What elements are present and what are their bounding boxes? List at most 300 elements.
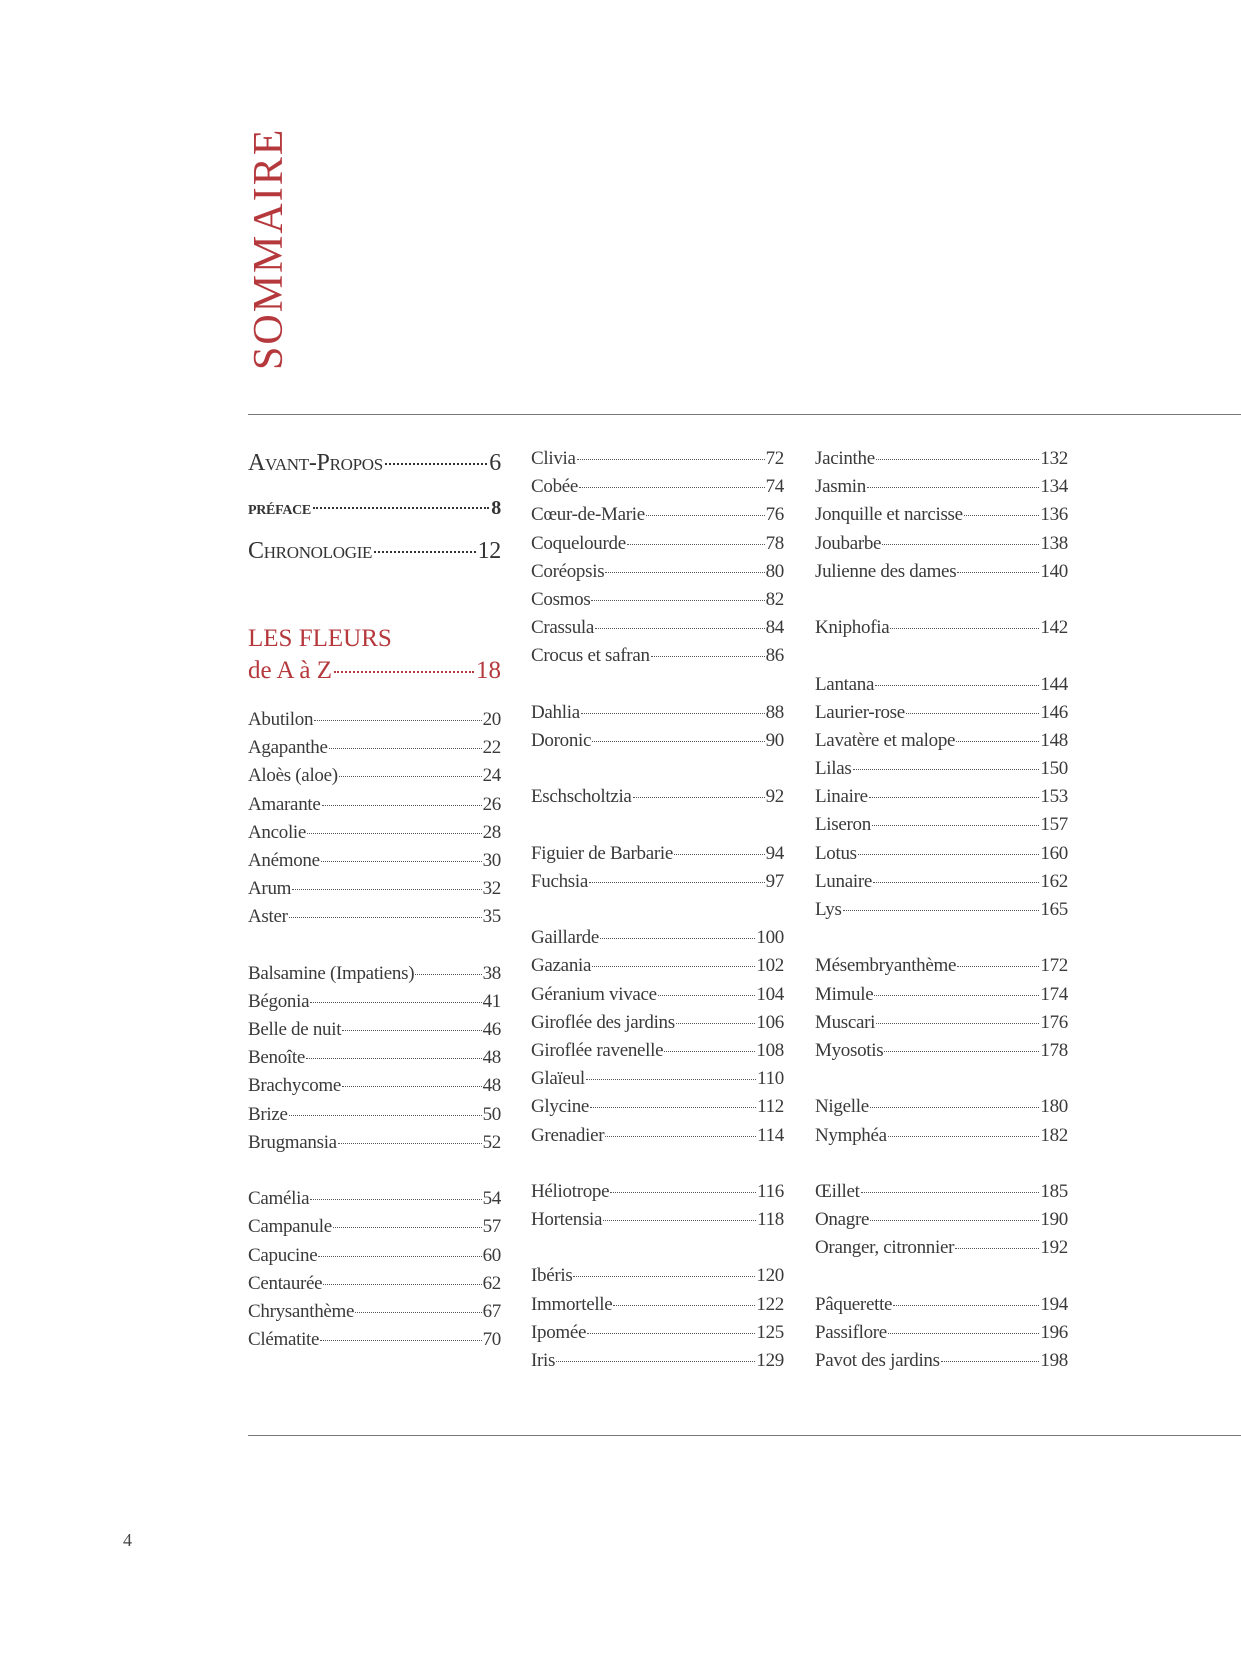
toc-page: 41 (482, 990, 501, 1012)
dot-leader (874, 995, 1039, 996)
toc-label: Onagre (815, 1209, 870, 1231)
toc-label: Eschscholtzia (531, 786, 632, 808)
dot-leader (556, 1361, 755, 1362)
dot-leader (592, 741, 764, 742)
dot-leader (355, 1312, 481, 1313)
toc-entry[interactable] (248, 1075, 501, 1103)
toc-entry[interactable] (815, 1350, 1068, 1378)
toc-label: Lys (815, 899, 842, 920)
toc-page: 132 (1040, 448, 1068, 469)
toc-label: Lilas (815, 758, 852, 780)
dot-leader (956, 741, 1039, 742)
dot-leader (320, 1340, 481, 1341)
toc-label: Lavatère et malope (815, 729, 956, 751)
dot-leader (658, 995, 756, 996)
toc-page: 176 (1040, 1011, 1068, 1033)
toc-page: 60 (482, 1244, 501, 1266)
toc-label: Mimule (815, 983, 874, 1005)
toc-page: 6 (489, 450, 501, 476)
toc-entry[interactable] (248, 1273, 501, 1301)
toc-label: Liseron (815, 814, 871, 836)
toc-front-chronologie[interactable] (248, 538, 501, 565)
toc-entry[interactable] (248, 1188, 501, 1216)
dot-leader (627, 544, 765, 545)
toc-entry[interactable] (531, 1265, 784, 1293)
toc-label: Glaïeul (531, 1068, 585, 1090)
toc-page: 48 (482, 1047, 501, 1069)
toc-page: 102 (756, 955, 784, 977)
toc-entry[interactable] (248, 906, 501, 934)
toc-page: 82 (765, 588, 784, 610)
toc-entry[interactable] (815, 843, 1068, 871)
dot-leader (342, 1030, 481, 1031)
toc-entry[interactable] (248, 850, 501, 878)
section-subtitle: de A à Z (248, 657, 333, 684)
group-gap (815, 1068, 1068, 1096)
toc-entry[interactable] (531, 617, 784, 645)
toc-page: 122 (756, 1293, 784, 1315)
dot-leader (674, 854, 765, 855)
dot-leader (289, 917, 482, 918)
group-gap (531, 674, 784, 702)
toc-page: 24 (482, 765, 501, 787)
toc-page: 70 (482, 1329, 501, 1351)
toc-entry[interactable] (248, 878, 501, 906)
toc-label: Iris (531, 1350, 556, 1371)
toc-page: 153 (1040, 786, 1068, 808)
toc-label: Coquelourde (531, 532, 626, 554)
toc-page: 90 (765, 729, 784, 751)
toc-label: Cobée (531, 476, 579, 498)
toc-page: 38 (482, 962, 501, 984)
toc-label: Pâquerette (815, 1293, 893, 1315)
toc-page: 142 (1040, 617, 1068, 639)
toc-label: Anémone (248, 849, 320, 871)
toc-page: 86 (765, 645, 784, 667)
toc-label: Brachycome (248, 1075, 342, 1097)
toc-label: Belle de nuit (248, 1019, 342, 1041)
toc-page: 100 (756, 927, 784, 949)
group-gap (531, 1153, 784, 1181)
toc-label: préface (248, 497, 311, 519)
toc-entry[interactable] (248, 1132, 501, 1160)
dot-leader (587, 1333, 755, 1334)
toc-page: 134 (1040, 476, 1068, 498)
toc-entry[interactable] (531, 1012, 784, 1040)
dot-leader (888, 1333, 1039, 1334)
dot-leader (333, 1227, 482, 1228)
toc-entry[interactable] (815, 702, 1068, 730)
toc-entry[interactable] (815, 504, 1068, 532)
toc-label: Balsamine (Impatiens) (248, 962, 415, 984)
toc-label: Gazania (531, 955, 592, 977)
dot-leader (610, 1192, 756, 1193)
toc-page: 116 (757, 1180, 784, 1202)
dot-leader (867, 487, 1039, 488)
group-gap (815, 1265, 1068, 1293)
toc-label: Clivia (531, 448, 576, 469)
toc-entry[interactable] (815, 758, 1068, 786)
toc-entry[interactable] (815, 955, 1068, 983)
group-gap (815, 927, 1068, 955)
toc-page: 162 (1040, 870, 1068, 892)
toc-page: 50 (482, 1103, 501, 1125)
toc-page: 180 (1040, 1096, 1068, 1118)
toc-page: 84 (765, 617, 784, 639)
toc-entry[interactable] (531, 448, 784, 476)
dot-leader (589, 882, 765, 883)
toc-entry[interactable] (815, 1012, 1068, 1040)
toc-label: Hortensia (531, 1209, 603, 1231)
toc-entry[interactable] (248, 765, 501, 793)
toc-page: 114 (757, 1124, 784, 1146)
toc-entry[interactable] (815, 533, 1068, 561)
toc-label: Ibéris (531, 1265, 573, 1287)
toc-page: 12 (477, 538, 501, 564)
dot-leader (875, 685, 1039, 686)
toc-entry[interactable] (815, 984, 1068, 1012)
toc-label: Fuchsia (531, 870, 589, 892)
toc-label: Héliotrope (531, 1180, 610, 1202)
dot-leader (415, 974, 481, 975)
group-gap (248, 1160, 501, 1188)
toc-entry[interactable] (815, 871, 1068, 899)
toc-entry[interactable] (815, 1040, 1068, 1068)
group-gap (248, 935, 501, 963)
toc-entry[interactable] (531, 730, 784, 758)
toc-entry[interactable] (248, 1047, 501, 1075)
toc-page: 106 (756, 1011, 784, 1033)
dot-leader (651, 656, 765, 657)
toc-entry[interactable] (531, 702, 784, 730)
toc-entry[interactable] (531, 561, 784, 589)
toc-entry[interactable] (531, 1096, 784, 1124)
toc-label: Jacinthe (815, 448, 875, 469)
dot-leader (313, 507, 489, 509)
toc-page: 174 (1040, 983, 1068, 1005)
toc-entry[interactable] (531, 1040, 784, 1068)
toc-entries (248, 709, 501, 1357)
toc-page: 92 (765, 786, 784, 808)
group-gap (815, 589, 1068, 617)
page-number: 4 (123, 1530, 132, 1550)
dot-leader (322, 805, 482, 806)
toc-entry[interactable] (531, 504, 784, 532)
toc-page: 146 (1040, 701, 1068, 723)
dot-leader (876, 459, 1040, 460)
dot-leader (870, 1107, 1040, 1108)
page-title: SOMMAIRE (246, 127, 292, 370)
dot-leader (890, 628, 1039, 629)
toc-label: Myosotis (815, 1039, 884, 1061)
toc-page: 125 (756, 1321, 784, 1343)
toc-label: Gaillarde (531, 927, 599, 949)
group-gap (531, 758, 784, 786)
toc-section-fleurs[interactable] (248, 623, 501, 687)
toc-entry[interactable] (815, 561, 1068, 589)
toc-entry[interactable] (531, 786, 784, 814)
toc-entry[interactable] (815, 617, 1068, 645)
dot-leader (573, 1276, 755, 1277)
dot-leader (941, 1361, 1040, 1362)
dot-leader (605, 1136, 756, 1137)
toc-label: Muscari (815, 1011, 876, 1033)
toc-entry[interactable] (248, 737, 501, 765)
toc-page: 104 (756, 983, 784, 1005)
toc-entry[interactable] (531, 871, 784, 899)
dot-leader (592, 966, 755, 967)
toc-label: Figuier de Barbarie (531, 842, 674, 864)
dot-leader (861, 1192, 1040, 1193)
toc-entry[interactable] (248, 794, 501, 822)
dot-leader (884, 1051, 1039, 1052)
toc-label: Kniphofia (815, 617, 890, 639)
dot-leader (310, 1199, 481, 1200)
dot-leader (581, 713, 765, 714)
toc-entry[interactable] (815, 1294, 1068, 1322)
toc-label: Linaire (815, 786, 868, 808)
toc-page: 20 (482, 709, 501, 730)
toc-page: 54 (482, 1188, 501, 1210)
dot-leader (964, 515, 1040, 516)
toc-page: 196 (1040, 1321, 1068, 1343)
toc-entry[interactable] (531, 1125, 784, 1153)
toc-front-avant-propos[interactable] (248, 450, 501, 477)
toc-entry[interactable] (248, 1301, 501, 1329)
toc-label: Nigelle (815, 1096, 869, 1118)
dot-leader (342, 1086, 482, 1087)
toc-label: Giroflée ravenelle (531, 1039, 664, 1061)
toc-page: 76 (765, 504, 784, 526)
dot-leader (374, 551, 475, 553)
toc-label: Laurier-rose (815, 701, 905, 723)
toc-entry[interactable] (815, 730, 1068, 758)
toc-label: Amarante (248, 793, 321, 815)
toc-entry[interactable] (815, 814, 1068, 842)
toc-label: Clématite (248, 1329, 320, 1351)
toc-label: Doronic (531, 729, 592, 751)
toc-page: 78 (765, 532, 784, 554)
toc-page: 140 (1040, 560, 1068, 582)
toc-entry[interactable] (815, 899, 1068, 927)
dot-leader (676, 1023, 756, 1024)
toc-entry[interactable] (815, 1125, 1068, 1153)
dot-leader (306, 1058, 482, 1059)
dot-leader (590, 1107, 756, 1108)
toc-page: 8 (491, 497, 501, 519)
toc-label: Cœur-de-Marie (531, 504, 645, 526)
toc-page: 94 (765, 842, 784, 864)
toc-page: 118 (757, 1209, 784, 1231)
toc-label: Camélia (248, 1188, 310, 1210)
toc-entry[interactable] (531, 927, 784, 955)
dot-leader (339, 776, 482, 777)
toc-label: Oranger, citronnier (815, 1237, 955, 1259)
dot-leader (600, 938, 755, 939)
toc-label: Aster (248, 906, 288, 928)
toc-page: 136 (1040, 504, 1068, 526)
toc-label: Lotus (815, 842, 857, 864)
toc-column-1 (248, 448, 501, 1357)
dot-leader (664, 1051, 755, 1052)
toc-label: Bégonia (248, 990, 310, 1012)
toc-entry[interactable] (248, 1245, 501, 1273)
dot-leader (334, 671, 474, 673)
toc-page: 157 (1040, 814, 1068, 836)
toc-entry[interactable] (531, 1294, 784, 1322)
toc-column-3 (815, 448, 1068, 1378)
toc-label: Pavot des jardins (815, 1350, 940, 1371)
toc-page: 30 (482, 849, 501, 871)
toc-page: 108 (756, 1039, 784, 1061)
toc-label: Joubarbe (815, 532, 882, 554)
toc-page: 182 (1040, 1124, 1068, 1146)
toc-entry[interactable] (248, 822, 501, 850)
toc-label: Abutilon (248, 709, 314, 730)
toc-label: Agapanthe (248, 737, 328, 759)
toc-page: 22 (482, 737, 501, 759)
toc-label: Ancolie (248, 821, 307, 843)
toc-page: 88 (765, 701, 784, 723)
dot-leader (310, 1002, 481, 1003)
toc-page: 72 (765, 448, 784, 469)
toc-page: 110 (757, 1068, 784, 1090)
toc-label: Brugmansia (248, 1131, 337, 1153)
toc-label: Benoîte (248, 1047, 305, 1069)
toc-label: Aloès (aloe) (248, 765, 338, 787)
toc-entry[interactable] (531, 1350, 784, 1378)
toc-entry[interactable] (531, 533, 784, 561)
toc-page: 150 (1040, 758, 1068, 780)
toc-label: Giroflée des jardins (531, 1011, 675, 1033)
toc-entry[interactable] (815, 674, 1068, 702)
toc-label: Avant-Propos (248, 450, 383, 476)
dot-leader (957, 572, 1039, 573)
toc-page: 178 (1040, 1039, 1068, 1061)
dot-leader (872, 825, 1039, 826)
dot-leader (893, 1305, 1039, 1306)
toc-page: 190 (1040, 1209, 1068, 1231)
toc-page: 46 (482, 1019, 501, 1041)
toc-page: 120 (756, 1265, 784, 1287)
toc-page: 165 (1040, 899, 1068, 920)
toc-label: Glycine (531, 1096, 590, 1118)
dot-leader (858, 854, 1040, 855)
toc-page: 52 (482, 1131, 501, 1153)
top-divider (248, 414, 1241, 415)
toc-entry[interactable] (531, 1322, 784, 1350)
toc-page: 148 (1040, 729, 1068, 751)
toc-entry[interactable] (248, 709, 501, 737)
toc-entry[interactable] (248, 991, 501, 1019)
toc-label: Chronologie (248, 538, 373, 564)
toc-entry[interactable] (248, 1019, 501, 1047)
toc-entry[interactable] (815, 1209, 1068, 1237)
toc-page: 144 (1040, 673, 1068, 695)
toc-entry[interactable] (531, 645, 784, 673)
toc-label: Crassula (531, 617, 595, 639)
dot-leader (591, 600, 764, 601)
toc-label: Campanule (248, 1216, 332, 1238)
toc-page: 26 (482, 793, 501, 815)
dot-leader (338, 1143, 482, 1144)
toc-entry[interactable] (248, 963, 501, 991)
toc-entry[interactable] (531, 1181, 784, 1209)
toc-label: Chrysanthème (248, 1300, 355, 1322)
toc-label: Jonquille et narcisse (815, 504, 963, 526)
toc-page: 172 (1040, 955, 1068, 977)
dot-leader (646, 515, 765, 516)
toc-label: Géranium vivace (531, 983, 657, 1005)
dot-leader (957, 966, 1039, 967)
toc-page: 57 (482, 1216, 501, 1238)
group-gap (531, 814, 784, 842)
toc-label: Brize (248, 1103, 288, 1125)
toc-entry[interactable] (815, 786, 1068, 814)
toc-page: 129 (756, 1350, 784, 1371)
toc-page: 74 (765, 476, 784, 498)
dot-leader (292, 889, 481, 890)
toc-page: 62 (482, 1272, 501, 1294)
dot-leader (586, 1079, 756, 1080)
toc-entry[interactable] (815, 1322, 1068, 1350)
dot-leader (882, 544, 1039, 545)
toc-entry[interactable] (531, 955, 784, 983)
toc-label: Passiflore (815, 1321, 887, 1343)
toc-entry[interactable] (248, 1104, 501, 1132)
toc-entry[interactable] (531, 1068, 784, 1096)
toc-front-preface[interactable] (248, 497, 501, 520)
toc-page: 138 (1040, 532, 1068, 554)
dot-leader (321, 861, 482, 862)
toc-page: 80 (765, 560, 784, 582)
toc-entry[interactable] (531, 589, 784, 617)
section-page: 18 (476, 657, 501, 684)
toc-page: 112 (757, 1096, 784, 1118)
toc-entry[interactable] (531, 843, 784, 871)
toc-entry[interactable] (815, 1096, 1068, 1124)
toc-entry[interactable] (815, 476, 1068, 504)
toc-entry[interactable] (248, 1216, 501, 1244)
toc-label: Dahlia (531, 701, 580, 723)
dot-leader (289, 1115, 482, 1116)
dot-leader (906, 713, 1039, 714)
dot-leader (318, 1256, 481, 1257)
toc-entry[interactable] (815, 1181, 1068, 1209)
dot-leader (595, 628, 765, 629)
toc-label: Œillet (815, 1180, 860, 1202)
toc-entry[interactable] (815, 448, 1068, 476)
toc-label: Lantana (815, 673, 875, 695)
toc-label: Grenadier (531, 1124, 605, 1146)
toc-page: 32 (482, 878, 501, 900)
dot-leader (579, 487, 765, 488)
toc-entries (815, 448, 1068, 1378)
toc-label: Arum (248, 878, 292, 900)
toc-label: Nymphéa (815, 1124, 887, 1146)
toc-entry[interactable] (248, 1329, 501, 1357)
toc-entry[interactable] (531, 1209, 784, 1237)
toc-entry[interactable] (531, 984, 784, 1012)
toc-page: 97 (765, 870, 784, 892)
toc-entry[interactable] (815, 1237, 1068, 1265)
toc-label: Capucine (248, 1244, 318, 1266)
toc-entry[interactable] (531, 476, 784, 504)
toc-label: Julienne des dames (815, 560, 957, 582)
dot-leader (605, 572, 764, 573)
dot-leader (870, 1220, 1039, 1221)
dot-leader (577, 459, 765, 460)
